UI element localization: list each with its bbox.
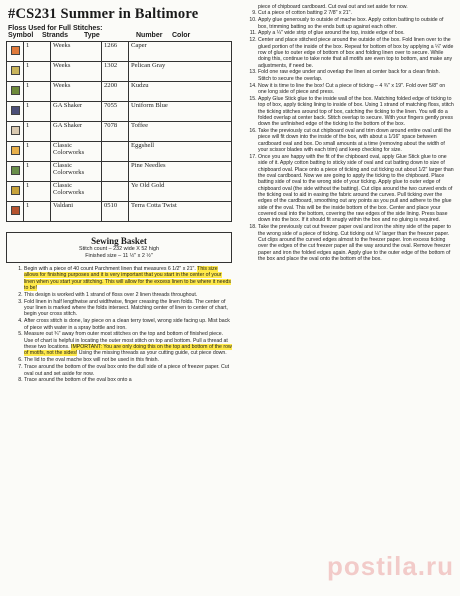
floss-type: Classic Colorworks [51,182,102,202]
step-text: After cross stitch is done, lay piece on a clean terry towel, wrong side facing up. Mist back of piece with water in a spray bottle and iron. [24,318,230,331]
basket-title: Sewing Basket [91,236,147,246]
floss-strands: 1 [24,62,51,82]
instruction-step [24,377,232,383]
step-text: Trace around the bottom of the oval box onto the dull side of a piece of freezer paper. Cut oval out and set aside for now. [24,364,230,377]
floss-row [7,102,232,122]
step-text: Using the missing threads as your cutting guide, cut piece down. [77,350,227,357]
floss-color: Caper [129,42,232,62]
instruction-step [24,318,232,331]
instruction-step [24,266,232,291]
instruction-step: 16. Take the previously cut out chipboard oval and trim down around entire oval until the piece will fit down into the inside of the box, with about a 1/16" space between cardboard oval and box. Do small amounts at a time (removing about the width of your scissor blades with each trim) and keep checking for size. [258,128,454,153]
instruction-step [24,299,232,318]
step-text: Fold linen in half lengthwise and widthwise, finger creasing the linen folds. The center of your linen is marked where the folds intersect. Matching center of linen to center of chart, begin your cross stitch. [24,298,228,318]
floss-number: 7055 [102,102,129,122]
floss-heading: Floss Used for Full Stitches: [8,25,103,32]
floss-color: Eggshell [129,142,232,162]
floss-row [7,202,232,222]
instruction-step: 9. Cut a piece of cotton batting 2 7/8" x 21". [258,10,454,16]
floss-row [7,162,232,182]
floss-row [7,82,232,102]
floss-type: Weeks [51,82,102,102]
floss-strands: 1 [24,42,51,62]
watermark: postila.ru [326,551,454,581]
page-title: #CS231 Summer in Baltimore [8,6,199,22]
floss-strands: 1 [24,202,51,222]
floss-type: Weeks [51,62,102,82]
floss-swatch-icon [11,46,20,55]
floss-row [7,122,232,142]
floss-row [7,142,232,162]
col-symbol: Symbol [8,32,34,39]
floss-color: Ye Old Gold [129,182,232,202]
floss-swatch-icon [11,106,20,115]
col-strands: Strands [42,32,69,39]
floss-color: Uniform Blue [129,102,232,122]
instruction-step: 12. Center and place stitched piece around the outside of the box. Fold linen over to the glued portion of the inside of the box. Repeat for bottom of box by applying a ¼" wide row of glue to outer edge of bottom of box and folding linen over to secure. While doing this, continue to take note that all motifs are even top to bottom, and make any adjustments, if need be. [258,37,454,69]
floss-row [7,62,232,82]
instruction-step [24,331,232,356]
floss-type: Valdani [51,202,102,222]
floss-number [102,182,129,202]
sewing-basket-box [6,232,232,263]
continued-text: piece of chipboard cardboard. Cut oval out and set aside for now. [258,4,408,10]
step-text: Trace around the bottom of the oval box onto a [24,377,132,384]
floss-swatch-icon [11,146,20,155]
floss-color: Pine Needles [129,162,232,182]
floss-symbol-cell [7,82,24,102]
floss-strands: 1 [24,82,51,102]
floss-number: 1266 [102,42,129,62]
floss-symbol-cell [7,122,24,142]
floss-type: Weeks [51,42,102,62]
highlighted-text: IMPORTANT: You are only doing this on the top and bottom of the row of motifs, not the sides! [24,344,232,357]
instruction-step [24,357,232,363]
floss-number: 2200 [102,82,129,102]
floss-symbol-cell [7,42,24,62]
floss-columns [8,32,232,39]
col-number: Number [136,32,163,39]
step-text: This design is worked with 1 strand of floss over 2 linen threads throughout. [24,291,198,298]
floss-row [7,42,232,62]
instruction-step: 10. Apply glue generously to outside of mache box. Apply cotton batting to outside of box, trimming batting so the ends butt up against each other. [258,17,454,30]
instruction-step: 18. Take the previously cut out freezer paper oval and iron the shiny side of the paper to the wrong side of a piece of ticking. Cut ticking out ⅛" larger than the freezer paper. Cut clips around the curved edges almost to the freezer paper. Iron excess ticking over the edges of the cut freezer paper all the way around the oval. Remove freezer paper and iron the folded edges again. Apply glue to the outer edge of the bottom of the box and place the oval onto the bottom of the box. [258,224,454,262]
floss-type: GA Shaker [51,122,102,142]
floss-type: GA Shaker [51,102,102,122]
highlighted-text: This size allows for finishing purposes and it is very important that you start in the center of your linen when you start your stitching. This will allow for the excess linen to be where it needs to be! [24,266,231,292]
col-color: Color [172,32,191,39]
floss-number [102,162,129,182]
floss-strands: 1 [24,102,51,122]
step-text: The lid to the oval mache box will not be used in this finish. [24,357,159,364]
floss-swatch-icon [11,166,20,175]
right-column [236,4,454,263]
col-type: Type [84,32,100,39]
instruction-step: 11. Apply a ¼" wide strip of glue around the top, inside edge of box. [258,30,454,36]
floss-number: 7078 [102,122,129,142]
instruction-step: 15. Apply Glue Stick glue to the inside wall of the box. Matching folded edge of ticking to top of box, apply ticking lining to inside of box. Using 1 strand of matching floss, stitch the ticking stitches around top of box, catching the ticking to the linen. You will do a folded overlap at center back. Stitch overlap to secure. With your fingers gently press down the unfinished edge of the ticking to the bottom of the box. [258,96,454,128]
floss-symbol-cell [7,62,24,82]
floss-strands: 1 [24,142,51,162]
floss-color: Pelican Gray [129,62,232,82]
instruction-list-right [236,10,454,262]
floss-swatch-icon [11,66,20,75]
step-text: Measure out ¾" away from outer most stitches on the top and bottom of finished piece. Use of chart is helpful in locating the outer most stitch on top and bottom. Pull a thread at these two locations. [24,331,228,351]
stitch-count: Stitch count – 232 wide X 52 high [78,246,159,252]
floss-symbol-cell [7,102,24,122]
floss-swatch-icon [11,126,20,135]
instruction-step [24,364,232,377]
floss-number: 0510 [102,202,129,222]
floss-color: Terra Cotta Twist [129,202,232,222]
floss-table [6,41,232,222]
floss-type: Classic Colorworks [51,162,102,182]
floss-symbol-cell [7,142,24,162]
floss-swatch-icon [11,186,20,195]
instruction-step: 13. Fold one raw edge under and overlap the linen at center back for a clean finish. Stitch to secure the overlap. [258,69,454,82]
step-text: Begin with a piece of 40 count Parchment linen that measures 6 1/2" x 21". [24,266,198,272]
floss-number [102,142,129,162]
instruction-step: 14. Now it is time to line the box! Cut a piece of ticking – 4 ¾" x 19". Fold over 5/8" on one long side of piece and press. [258,83,454,96]
instruction-list-left [6,266,232,384]
instruction-step [24,292,232,298]
instruction-step: 17. Once you are happy with the fit of the chipboard oval, apply Glue Stick glue to one side of it. Apply cotton batting to sticky side of oval and cut batting down to size of chipboard oval. Place onto a piece of ticking and cut ticking out about 1/2" larger than the oval cardboard. Now we are going to apply the ticking to the chipboard. Place batting side of oval to the wrong side of your ticking. Apply glue to outer edge of chipboard oval (the side without the batting). Cut clips around the two curved ends of the ticking oval to aid in easing the fabric around the curves. Pull ticking over the edges of the cardboard, smoothing out any points as you pull and adhere to the glue side of the oval. This will be the inside bottom of the box. Center and place your covered oval into the bottom, covering the raw edges of the side lining. Press base down into the box. If it should fit snugly within the box and no gluing is required. [258,154,454,224]
floss-swatch-icon [11,86,20,95]
left-column [6,6,232,384]
floss-strands: 1 [24,182,51,202]
floss-symbol-cell [7,182,24,202]
finished-size: Finished size – 11 ½" x 2 ½" [85,253,153,259]
floss-row [7,182,232,202]
floss-swatch-icon [11,206,20,215]
floss-color: Kudzu [129,82,232,102]
floss-symbol-cell [7,162,24,182]
floss-type: Classic Colorworks [51,142,102,162]
floss-symbol-cell [7,202,24,222]
floss-strands: 1 [24,122,51,142]
floss-number: 1302 [102,62,129,82]
floss-strands: 1 [24,162,51,182]
floss-color: Toffee [129,122,232,142]
